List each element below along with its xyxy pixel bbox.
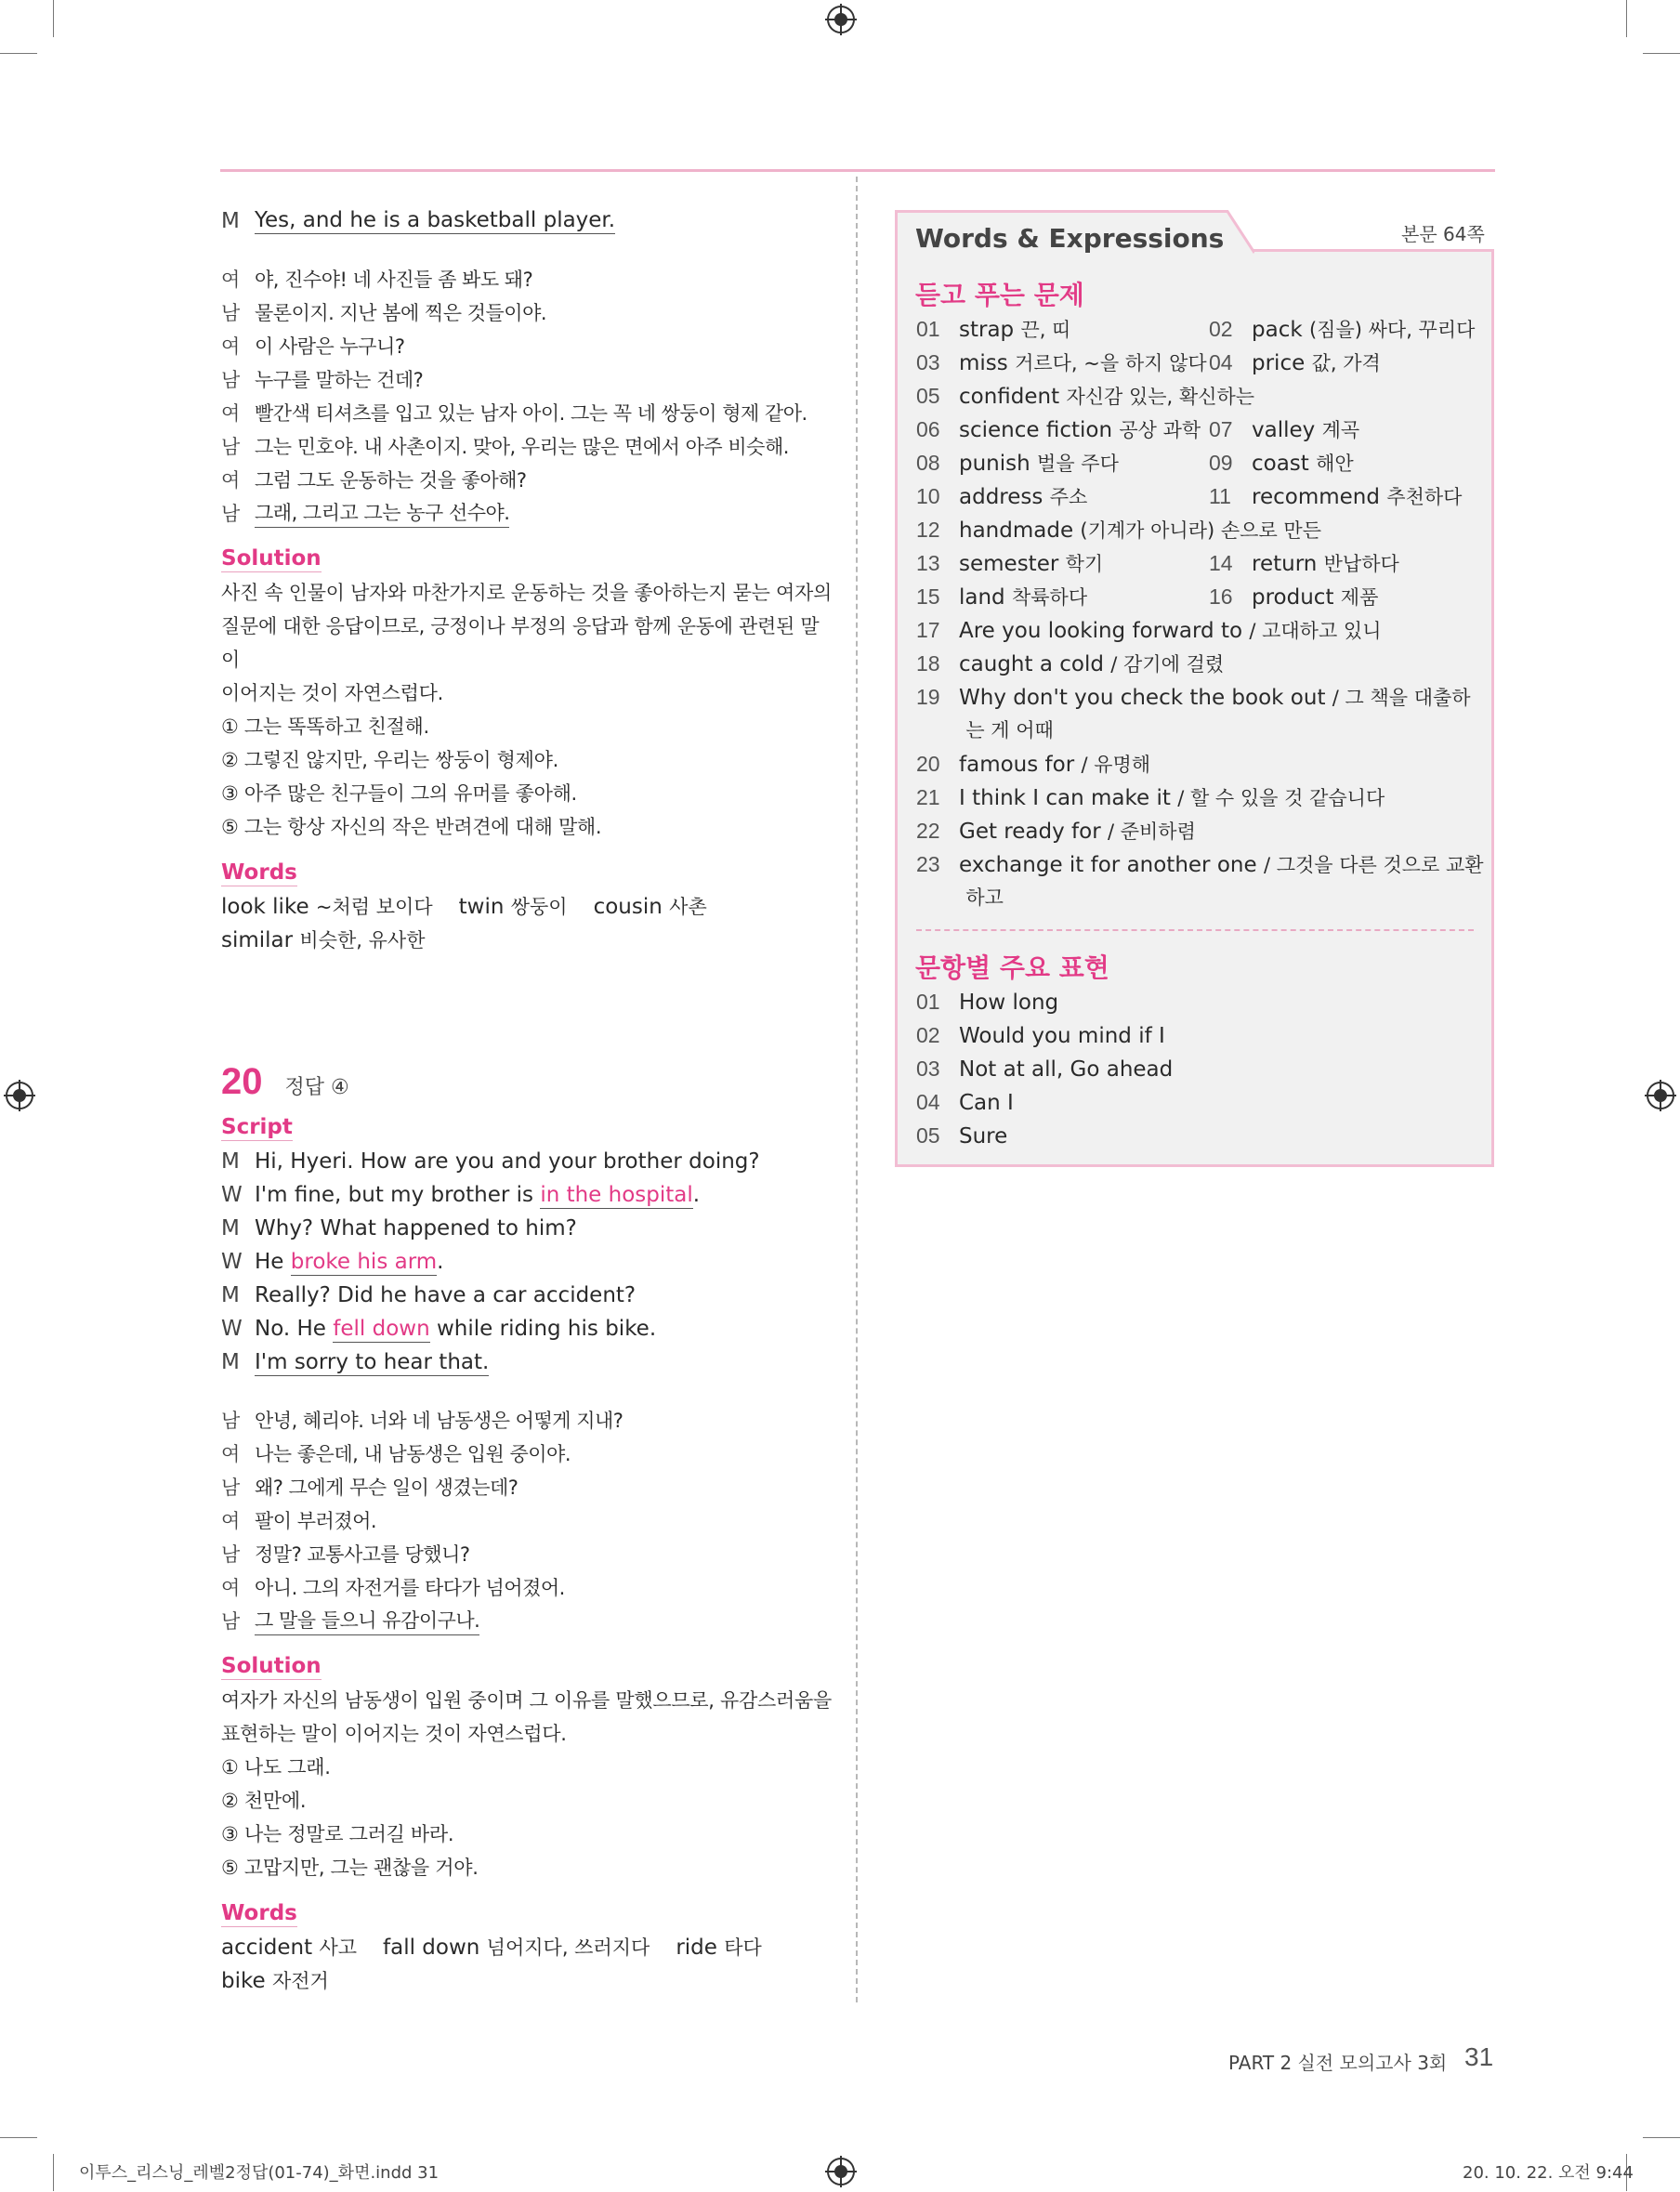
vocab-en: recommend <box>1252 485 1380 509</box>
translation-text: 그래, 그리고 그는 농구 선수야. <box>255 498 509 528</box>
translation-text: 안녕, 혜리야. 너와 네 남동생은 어떻게 지내? <box>255 1410 623 1432</box>
vocab-kr: 주소 <box>1049 486 1088 508</box>
vocab-item <box>916 747 1150 781</box>
solution-line: ⑤ 그는 항상 자신의 작은 반려견에 대해 말해. <box>221 816 602 838</box>
expression-item <box>916 985 1058 1018</box>
speaker-label: M <box>221 1283 240 1307</box>
crop-mark <box>0 2137 37 2138</box>
registration-mark-icon <box>1647 1082 1674 1109</box>
vocab-item <box>1209 580 1378 613</box>
vocab-en: miss <box>959 351 1008 375</box>
vocab-item <box>916 446 1119 479</box>
vocab-kr: 해안 <box>1316 453 1354 475</box>
speaker-label: 여 <box>221 269 240 291</box>
script-line <box>221 1212 834 1245</box>
words-list <box>221 1931 834 1998</box>
script-line <box>221 204 834 238</box>
vocab-en: land <box>959 585 1005 610</box>
vocab-kr: 추천하다 <box>1386 486 1463 508</box>
translation-line <box>221 1537 834 1570</box>
word-kr: 사촌 <box>669 896 707 918</box>
script-line <box>221 1178 834 1212</box>
translation-text: 나는 좋은데, 내 남동생은 입원 중이야. <box>255 1443 571 1465</box>
vocab-en: semester <box>959 552 1059 576</box>
section-title: 듣고 푸는 문제 <box>915 280 1084 310</box>
expression-item <box>916 1085 1014 1119</box>
vocab-kr: 하고 <box>965 886 1004 909</box>
vocab-en: coast <box>1252 452 1309 476</box>
item-number: 23 <box>916 852 940 876</box>
box-title: Words & Expressions <box>915 223 1225 254</box>
translation-text: 그는 민호야. 내 사촌이지. 맞아, 우리는 많은 면에서 아주 비슷해. <box>255 436 789 458</box>
blank-answer: in the hospital <box>540 1183 693 1207</box>
translation-line <box>221 362 834 396</box>
answer-label: 정답 ④ <box>284 1076 349 1099</box>
script-text <box>255 1216 577 1240</box>
vocab-kr: 거르다, ~을 하지 않다 <box>1015 352 1207 374</box>
speaker-label: 남 <box>221 369 240 391</box>
translation-line <box>221 396 834 429</box>
vocab-kr: 는 게 어때 <box>965 719 1054 742</box>
speaker-label: 여 <box>221 1510 240 1532</box>
item-number: 02 <box>916 1023 940 1047</box>
item-number: 01 <box>916 990 940 1014</box>
word-kr: 비슷한, 유사한 <box>299 929 426 952</box>
vocab-item <box>1209 413 1359 446</box>
vocab-item <box>916 580 1087 613</box>
translation-line <box>221 496 834 530</box>
script-line <box>221 1145 834 1178</box>
word-kr: 자전거 <box>271 1970 329 1992</box>
translation-line <box>221 463 834 496</box>
translation-text: 아니. 그의 자전거를 타다가 넘어졌어. <box>255 1577 565 1599</box>
word-en: bike <box>221 1969 266 1993</box>
speaker-label: 여 <box>221 335 240 358</box>
vocab-en: product <box>1252 585 1334 610</box>
words-list <box>221 890 834 957</box>
script-text <box>255 1250 443 1274</box>
translation-text: 이 사람은 누구니? <box>255 335 405 358</box>
vocab-en: confident <box>959 385 1060 409</box>
script-line <box>221 1245 834 1279</box>
vocab-en: valley <box>1252 418 1316 442</box>
expression-item <box>916 1119 1007 1152</box>
question-number: 20 <box>221 1061 263 1102</box>
item-number: 05 <box>916 384 940 408</box>
vocab-item <box>916 546 1103 580</box>
vocab-en: exchange it for another one <box>959 853 1257 877</box>
item-number: 07 <box>1209 417 1233 441</box>
vocab-en: I think I can make it <box>959 786 1171 810</box>
vocab-en: punish <box>959 452 1030 476</box>
script-fragment: No. He <box>255 1317 334 1341</box>
words-line <box>221 924 834 957</box>
print-slug-file: 이투스_리스닝_레벨2정답(01-74)_화면.indd 31 <box>79 2163 440 2183</box>
item-number: 04 <box>1209 350 1233 374</box>
solution-line: 여자가 자신의 남동생이 입원 중이며 그 이유를 말했으므로, 유감스러움을 <box>221 1689 832 1712</box>
speaker-label: 남 <box>221 1543 240 1566</box>
script-text <box>255 1149 760 1174</box>
vocab-item <box>916 714 1054 747</box>
item-number: 21 <box>916 785 940 809</box>
registration-mark-icon <box>827 6 855 33</box>
translation-line <box>221 429 834 463</box>
vocab-kr: / 준비하렴 <box>1107 820 1196 843</box>
script-fragment: I'm sorry to hear that. <box>255 1350 490 1374</box>
header-rule <box>220 169 1495 172</box>
item-number: 17 <box>916 618 940 642</box>
translation-text: 빨간색 티셔츠를 입고 있는 남자 아이. 그는 꼭 네 쌍둥이 형제 같아. <box>255 402 807 425</box>
translation-text: 누구를 말하는 건데? <box>255 369 424 391</box>
item-number: 03 <box>916 1057 940 1081</box>
solution-line: 표현하는 말이 이어지는 것이 자연스럽다. <box>221 1723 567 1745</box>
item-number: 08 <box>916 451 940 475</box>
item-number: 18 <box>916 651 940 676</box>
vocab-kr: 끈, 띠 <box>1020 319 1071 341</box>
word-kr: ~처럼 보이다 <box>315 896 433 918</box>
script-fragment: . <box>437 1250 444 1274</box>
speaker-label: W <box>221 1250 243 1274</box>
vocab-kr: / 고대하고 있니 <box>1249 620 1382 642</box>
translation-text: 왜? 그에게 무슨 일이 생겼는데? <box>255 1477 518 1499</box>
words-heading: Words <box>221 860 297 885</box>
vocab-kr: / 그 책을 대출하 <box>1332 687 1471 709</box>
translation-text: 정말? 교통사고를 당했니? <box>255 1543 470 1566</box>
script-text <box>255 1183 700 1207</box>
script-fragment: Really? Did he have a car accident? <box>255 1283 637 1307</box>
speaker-label: W <box>221 1183 243 1207</box>
page-number: 31 <box>1464 2042 1494 2071</box>
vocab-item <box>1209 312 1475 346</box>
item-number: 05 <box>916 1123 940 1148</box>
speaker-label: 여 <box>221 402 240 425</box>
item-number: 20 <box>916 752 940 776</box>
vocab-kr: / 그것을 다른 것으로 교환 <box>1263 854 1484 876</box>
vocab-item <box>916 814 1196 847</box>
expression-item <box>916 1018 1165 1052</box>
solution-line: 이어지는 것이 자연스럽다. <box>221 682 443 704</box>
word-en: fall down <box>383 1936 480 1960</box>
speaker-label: W <box>221 1317 243 1341</box>
script-fragment: . <box>692 1183 701 1207</box>
speaker-label: 여 <box>221 1443 240 1465</box>
speaker-label: 남 <box>221 302 240 324</box>
solution-line: 질문에 대한 응답이므로, 긍정이나 부정의 응답과 함께 운동에 관련된 말이 <box>221 615 820 671</box>
blank-answer: broke his arm <box>290 1250 438 1274</box>
vocab-kr: 반납하다 <box>1323 553 1399 575</box>
vocab-item <box>916 647 1224 680</box>
speaker-label: 남 <box>221 436 240 458</box>
vocab-item <box>916 680 1471 714</box>
word-kr: 쌍둥이 <box>510 896 568 918</box>
vocab-item <box>916 479 1087 513</box>
vocab-kr: 착륙하다 <box>1011 586 1088 609</box>
vocab-kr: (짐을) 싸다, 꾸리다 <box>1308 319 1476 341</box>
vocab-item <box>1209 479 1462 513</box>
words-line <box>221 1931 834 1964</box>
vocab-item <box>916 346 1207 379</box>
script-heading: Script <box>221 1115 293 1139</box>
speaker-label: 남 <box>221 1477 240 1499</box>
vocab-en: address <box>959 485 1043 509</box>
solution-line: 사진 속 인물이 남자와 마찬가지로 운동하는 것을 좋아하는지 묻는 여자의 <box>221 582 832 604</box>
translation-text: 물론이지. 지난 봄에 찍은 것들이야. <box>255 302 547 324</box>
solution-line: ③ 나는 정말로 그러길 바라. <box>221 1823 454 1845</box>
item-number: 02 <box>1209 317 1233 341</box>
crop-mark <box>53 2154 54 2191</box>
expression-text: Sure <box>959 1124 1008 1149</box>
vocab-kr: (기계가 아니라) 손으로 만든 <box>1080 519 1321 542</box>
script-line <box>221 1279 834 1312</box>
vocab-en: return <box>1252 552 1318 576</box>
vocab-kr: 공상 과학 <box>1119 419 1201 441</box>
vocab-en: strap <box>959 318 1015 342</box>
vocab-item <box>916 312 1070 346</box>
crop-mark <box>1643 53 1680 54</box>
vocab-item <box>1209 546 1399 580</box>
vocab-en: science fiction <box>959 418 1113 442</box>
item-number: 15 <box>916 584 940 609</box>
solution-line: ① 그는 똑똑하고 친절해. <box>221 715 429 738</box>
item-number: 14 <box>1209 551 1233 575</box>
vocab-kr: 계곡 <box>1321 419 1360 441</box>
expression-text: Can I <box>959 1091 1014 1115</box>
solution-line: ⑤ 고맙지만, 그는 괜찮을 거야. <box>221 1857 479 1879</box>
registration-mark-icon <box>827 2158 855 2185</box>
word-en: look like <box>221 895 309 919</box>
vocab-item <box>916 613 1382 647</box>
word-en: similar <box>221 928 294 952</box>
words-heading: Words <box>221 1901 297 1925</box>
translation-line <box>221 1403 834 1437</box>
vocab-item <box>1209 446 1354 479</box>
item-number: 01 <box>916 317 940 341</box>
expression-item <box>916 1052 1173 1085</box>
translation-text: 팔이 부러졌어. <box>255 1510 377 1532</box>
word-kr: 넘어지다, 쓰러지다 <box>486 1936 650 1959</box>
item-number: 06 <box>916 417 940 441</box>
solution-line: ② 그렇진 않지만, 우리는 쌍둥이 형제야. <box>221 749 558 771</box>
vocab-kr: / 감기에 걸렸 <box>1110 653 1225 676</box>
speaker-label: 남 <box>221 1610 240 1633</box>
translation-line <box>221 1437 834 1470</box>
vocab-en: price <box>1252 351 1306 375</box>
translation-line <box>221 262 834 295</box>
expression-text: Would you mind if I <box>959 1024 1165 1048</box>
script-text: Yes, and he is a basketball player. <box>255 208 616 232</box>
translation-line <box>221 329 834 362</box>
page-reference: 본문 64쪽 <box>1401 223 1485 245</box>
item-number: 09 <box>1209 451 1233 475</box>
crop-mark <box>53 0 54 37</box>
translation-block <box>221 262 834 530</box>
item-number: 11 <box>1209 484 1231 508</box>
vocab-kr: 벌을 주다 <box>1037 453 1119 475</box>
solution-line: ① 나도 그래. <box>221 1756 331 1779</box>
solution-heading: Solution <box>221 546 322 571</box>
vocab-item <box>916 379 1254 413</box>
vocab-en: caught a cold <box>959 652 1104 676</box>
item-number: 13 <box>916 551 940 575</box>
expression-text: How long <box>959 991 1059 1015</box>
speaker-label: M <box>221 1350 240 1374</box>
expression-text: Not at all, Go ahead <box>959 1057 1174 1082</box>
script-text <box>255 1350 489 1374</box>
word-en: accident <box>221 1936 313 1960</box>
footer-part-label: PART 2 실전 모의고사 3회 <box>1228 2052 1448 2074</box>
item-number: 22 <box>916 819 940 843</box>
word-en: cousin <box>593 895 663 919</box>
left-column <box>221 204 834 1998</box>
item-number: 16 <box>1209 584 1233 609</box>
word-kr: 사고 <box>319 1936 358 1959</box>
section-title: 문항별 주요 표현 <box>915 952 1109 983</box>
solution-text <box>221 1684 834 1884</box>
item-number: 19 <box>916 685 940 709</box>
translation-text: 야, 진수야! 네 사진들 좀 봐도 돼? <box>255 269 533 291</box>
vocab-kr: / 할 수 있을 것 같습니다 <box>1177 787 1385 809</box>
solution-line: ② 천만에. <box>221 1790 307 1812</box>
script-fragment: while riding his bike. <box>429 1317 657 1341</box>
vocab-item <box>916 781 1385 814</box>
words-line <box>221 1964 834 1998</box>
translation-line <box>221 1503 834 1537</box>
vocab-item <box>916 881 1004 914</box>
question-header <box>221 1061 834 1115</box>
script-line <box>221 1312 834 1345</box>
vocab-item <box>916 413 1201 446</box>
vocab-kr: 제품 <box>1340 586 1379 609</box>
script-fragment: Why? What happened to him? <box>255 1216 577 1240</box>
vocab-item <box>1209 346 1381 379</box>
translation-line <box>221 1604 834 1637</box>
speaker-label: 남 <box>221 503 240 525</box>
item-number: 03 <box>916 350 940 374</box>
speaker-label: M <box>221 1216 240 1240</box>
crop-mark <box>1643 2137 1680 2138</box>
script-line <box>221 1345 834 1379</box>
solution-line: ③ 아주 많은 친구들이 그의 유머를 좋아해. <box>221 782 577 805</box>
translation-block <box>221 1403 834 1637</box>
vocab-en: Why don't you check the book out <box>959 686 1326 710</box>
registration-mark-icon <box>6 1082 33 1109</box>
speaker-label: M <box>221 209 240 233</box>
vocab-en: pack <box>1252 318 1303 342</box>
word-en: twin <box>458 895 505 919</box>
crop-mark <box>0 53 37 54</box>
item-number: 04 <box>916 1090 940 1114</box>
script-fragment: He <box>255 1250 291 1274</box>
vocab-en: Get ready for <box>959 820 1101 844</box>
words-line <box>221 890 834 924</box>
speaker-label: 남 <box>221 1410 240 1432</box>
translation-line <box>221 1570 834 1604</box>
blank-answer: fell down <box>333 1317 430 1341</box>
vocab-kr: 값, 가격 <box>1311 352 1381 374</box>
vocab-item <box>916 847 1484 881</box>
translation-text: 그 말을 들으니 유감이구나. <box>255 1606 479 1635</box>
vocab-kr: 학기 <box>1065 553 1104 575</box>
script-text <box>255 1317 656 1341</box>
vocab-kr: 자신감 있는, 확신하는 <box>1066 386 1255 408</box>
script-text <box>255 1283 636 1307</box>
crop-mark <box>1626 0 1627 37</box>
script-fragment: Hi, Hyeri. How are you and your brother doing? <box>255 1149 760 1174</box>
script-fragment: I'm fine, but my brother is <box>255 1183 541 1207</box>
vocab-item <box>916 513 1321 546</box>
word-kr: 타다 <box>724 1936 762 1959</box>
column-divider <box>856 177 858 2002</box>
word-en: ride <box>676 1936 717 1960</box>
speaker-label: M <box>221 1149 240 1174</box>
speaker-label: 여 <box>221 469 240 492</box>
print-slug-date: 20. 10. 22. 오전 9:44 <box>1463 2163 1634 2183</box>
item-number: 10 <box>916 484 940 508</box>
item-number: 12 <box>916 518 940 542</box>
section-divider <box>916 929 1474 931</box>
vocab-en: Are you looking forward to <box>959 619 1243 643</box>
speaker-label: 여 <box>221 1577 240 1599</box>
vocab-en: famous for <box>959 753 1075 777</box>
solution-text <box>221 576 834 844</box>
translation-text: 그럼 그도 운동하는 것을 좋아해? <box>255 469 527 492</box>
solution-heading: Solution <box>221 1654 322 1678</box>
vocab-en: handmade <box>959 518 1074 543</box>
script-block <box>221 1145 834 1379</box>
translation-line <box>221 1470 834 1503</box>
translation-line <box>221 295 834 329</box>
vocab-kr: / 유명해 <box>1081 754 1151 776</box>
